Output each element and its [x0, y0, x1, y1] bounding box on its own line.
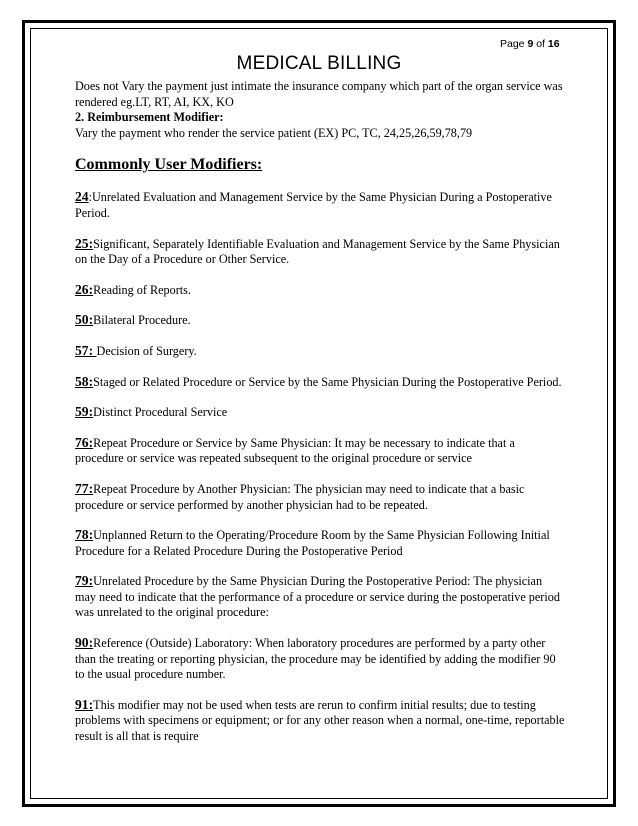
modifier-code: 26: — [75, 281, 94, 297]
modifier-text: Significant, Separately Identifiable Evaluation and Management Service by the Same Physician on the Day of a Procedure or Other Service. — [75, 236, 560, 267]
reimbursement-heading: 2. Reimbursement Modifier: — [75, 110, 224, 125]
modifier-text: Bilateral Procedure. — [93, 313, 191, 328]
modifier-text: Unplanned Return to the Operating/Procedure Room by the Same Physician Following Initial Procedure for a Related Procedure During the Postoperative Period — [75, 528, 550, 558]
modifier-text: Reference (Outside) Laboratory: When laboratory procedures are performed by a party other than the treating or reporting physician, the procedure may be identified by adding the modifier 90 to the usual procedure number. — [75, 636, 556, 682]
page-current: 9 — [527, 38, 534, 50]
section-heading: Commonly User Modifiers: — [75, 156, 263, 174]
modifier-code: 79: — [75, 573, 94, 589]
modifier-code: 50: — [75, 312, 94, 328]
modifier-code: 25: — [75, 235, 94, 251]
page-prefix: Page — [500, 38, 525, 50]
modifier-text: Reading of Reports. — [93, 282, 191, 297]
modifier-code: 57: — [75, 342, 97, 358]
page-title: MEDICAL BILLING — [236, 53, 402, 74]
modifier-item — [75, 435, 565, 467]
modifier-code: 58: — [75, 373, 94, 389]
modifier-item — [75, 527, 565, 559]
modifier-code: 24 — [75, 189, 89, 205]
modifier-code: 76: — [75, 434, 94, 450]
intro-paragraph: Does not Vary the payment just intimate the insurance company which part of the organ service was rendered eg.LT, RT, AI, KX, KO — [75, 79, 563, 109]
modifier-item — [75, 481, 565, 513]
modifier-item — [75, 697, 565, 745]
modifier-item — [75, 404, 565, 421]
modifier-item — [75, 343, 565, 360]
reimbursement-paragraph: Vary the payment who render the service patient (EX) PC, TC, 24,25,26,59,78,79 — [75, 125, 473, 140]
page-of: of — [536, 38, 545, 50]
modifier-text: Distinct Procedural Service — [93, 405, 228, 420]
modifier-text: :Unrelated Evaluation and Management Service by the Same Physician During a Postoperative Period. — [75, 190, 552, 220]
document-body — [75, 79, 565, 745]
modifier-text: This modifier may not be used when tests are rerun to confirm initial results; due to testing problems with specimens or equipment; or for any other reason when a normal, one-time, reportable result is all that is require — [75, 697, 565, 744]
modifier-code: 77: — [75, 480, 94, 496]
modifier-code: 91: — [75, 696, 94, 712]
modifier-text: Decision of Surgery. — [96, 343, 197, 358]
modifier-item — [75, 312, 565, 329]
modifier-text: Staged or Related Procedure or Service by the Same Physician During the Postoperative Period. — [93, 374, 562, 389]
modifier-item — [75, 282, 565, 299]
modifier-code: 59: — [75, 404, 94, 420]
modifier-text: Unrelated Procedure by the Same Physician During the Postoperative Period: The physician may need to indicate that the performance of a procedure or service during the postoperative period was unrelated to the original procedure: — [75, 574, 560, 620]
page-total: 16 — [547, 38, 560, 50]
modifier-item — [75, 189, 565, 221]
modifier-code: 90: — [75, 635, 94, 651]
modifier-item — [75, 573, 565, 621]
modifier-item — [75, 374, 565, 391]
modifier-code: 78: — [75, 527, 94, 543]
modifier-text: Repeat Procedure or Service by Same Physician: It may be necessary to indicate that a procedure or service was repeated subsequent to the original procedure or service — [75, 435, 515, 466]
modifier-text: Repeat Procedure by Another Physician: The physician may need to indicate that a basic procedure or service performed by another physician had to be repeated. — [75, 481, 525, 512]
modifier-item — [75, 635, 565, 683]
page-number — [500, 38, 560, 50]
modifier-item — [75, 236, 565, 268]
